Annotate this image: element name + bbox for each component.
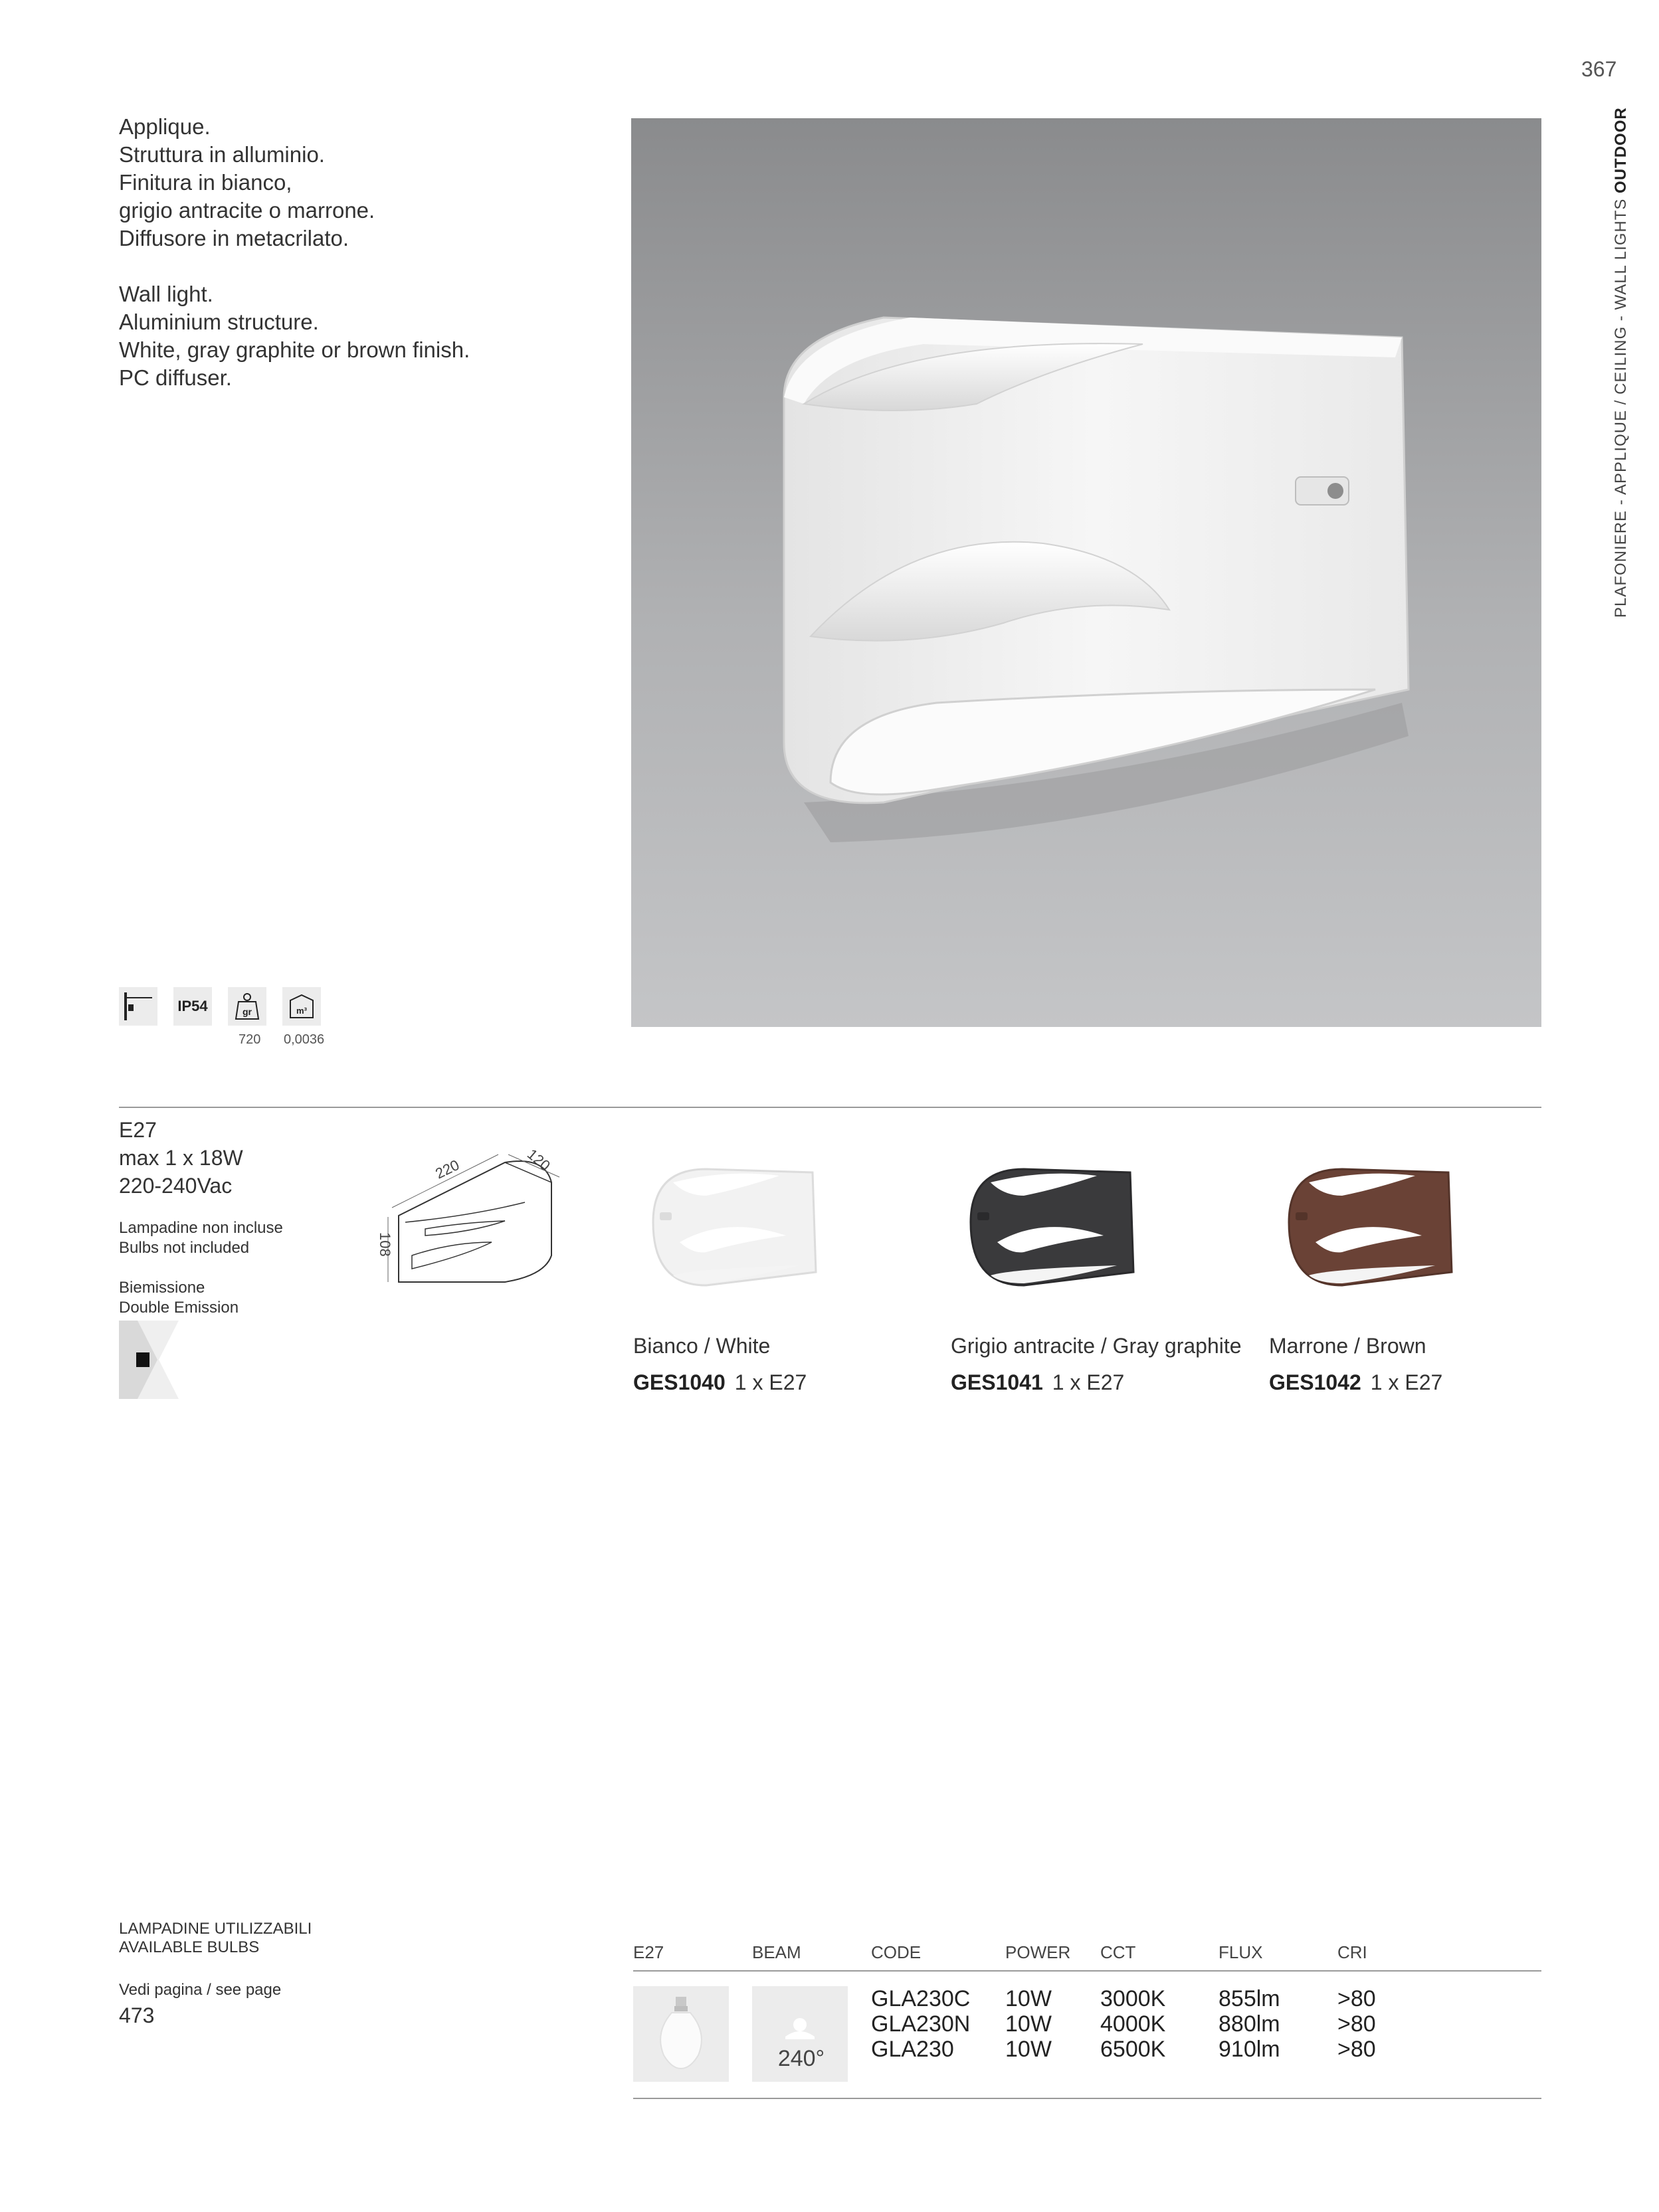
variant-gray-bulb: 1 x E27 <box>1052 1370 1125 1394</box>
variant-brown-code: GES1042 <box>1269 1370 1361 1394</box>
header-cct: CCT <box>1100 1942 1136 1962</box>
bulb-power-3: 10W <box>1005 2037 1052 2062</box>
bulb-flux-1: 855lm <box>1219 1986 1280 2011</box>
variant-brown-thumb <box>1269 1143 1468 1302</box>
variant-white <box>633 1143 945 1395</box>
variant-white-name: Bianco / White <box>633 1334 771 1358</box>
ip-rating-badge: IP54 <box>173 987 212 1026</box>
header-socket: E27 <box>633 1942 664 1962</box>
header-beam: BEAM <box>752 1942 801 1962</box>
bulb-cri-1: >80 <box>1337 1986 1376 2011</box>
emission-en: Double Emission <box>119 1299 239 1317</box>
spec-socket: E27 <box>119 1118 157 1142</box>
volume-icon <box>282 987 321 1026</box>
desc-en-3: White, gray graphite or brown finish. <box>119 337 470 362</box>
header-flux: FLUX <box>1219 1942 1263 1962</box>
dimension-drawing <box>372 1143 585 1302</box>
product-hero-image <box>631 118 1541 1027</box>
bulb-power-1: 10W <box>1005 1986 1052 2011</box>
variant-gray-code-line <box>951 1370 1263 1395</box>
bulb-cct-2: 4000K <box>1100 2011 1166 2037</box>
dimension-width: 220 <box>433 1156 462 1182</box>
desc-it-1: Applique. <box>119 114 211 139</box>
variant-gray-thumb <box>951 1143 1150 1302</box>
bulb-power-2: 10W <box>1005 2011 1052 2037</box>
header-cri: CRI <box>1337 1942 1367 1962</box>
bulb-flux-2: 880lm <box>1219 2011 1280 2037</box>
header-power: POWER <box>1005 1942 1071 1962</box>
spec-power: max 1 x 18W <box>119 1146 243 1170</box>
weight-value: 720 <box>239 1032 261 1047</box>
beam-image <box>752 1986 848 2082</box>
desc-it-5: Diffusore in metacrilato. <box>119 226 349 250</box>
weight-icon-label: gr <box>243 1006 252 1017</box>
bulb-cri-2: >80 <box>1337 2011 1376 2037</box>
beam-angle-value: 240° <box>777 2046 825 2071</box>
dimension-height: 108 <box>377 1232 393 1257</box>
bulb-cri-3: >80 <box>1337 2037 1376 2062</box>
spec-voltage: 220-240Vac <box>119 1174 233 1198</box>
bulbs-note-en: Bulbs not included <box>119 1239 250 1257</box>
variant-white-code-line <box>633 1370 945 1395</box>
section-side-label <box>1608 107 1634 618</box>
side-label-bold: OUTDOOR <box>1612 107 1630 193</box>
variant-gray-code: GES1041 <box>951 1370 1043 1394</box>
variant-brown-bulb: 1 x E27 <box>1370 1370 1443 1394</box>
product-description <box>119 113 597 392</box>
desc-en-4: PC diffuser. <box>119 365 232 390</box>
bulb-image <box>633 1986 729 2082</box>
dimension-depth: 120 <box>524 1145 553 1174</box>
bulb-powers <box>1005 1986 1052 2062</box>
desc-it-3: Finitura in bianco, <box>119 170 292 195</box>
variant-white-code: GES1040 <box>633 1370 726 1394</box>
see-page-label: Vedi pagina / see page <box>119 1981 282 1999</box>
bulb-code-1: GLA230C <box>871 1986 971 2011</box>
bulbs-note-it: Lampadine non incluse <box>119 1219 283 1237</box>
bulb-cris <box>1337 1986 1376 2062</box>
bulb-code-3: GLA230 <box>871 2037 954 2062</box>
bulbs-bottom-rule <box>633 2098 1541 2099</box>
electrical-spec <box>119 1116 243 1200</box>
desc-it-2: Struttura in alluminio. <box>119 142 325 167</box>
wall-mount-icon <box>119 987 157 1026</box>
bulbs-section-title <box>119 1920 312 1957</box>
variant-brown <box>1269 1143 1581 1395</box>
variant-white-bulb: 1 x E27 <box>734 1370 807 1394</box>
bulb-codes <box>871 1986 970 2062</box>
side-label-text: PLAFONIERE - APPLIQUE / CEILING - WALL LIGHTS <box>1612 198 1630 618</box>
section-divider <box>119 1107 1541 1108</box>
bulbs-title-en: AVAILABLE BULBS <box>119 1938 260 1956</box>
bulbs-header-rule <box>633 1970 1541 1972</box>
wall-light-illustration <box>631 118 1541 1027</box>
emission-it: Biemissione <box>119 1279 205 1297</box>
volume-icon-label: m³ <box>296 1006 307 1016</box>
bulbs-title-it: LAMPADINE UTILIZZABILI <box>119 1920 312 1938</box>
bulb-flux-3: 910lm <box>1219 2037 1280 2062</box>
see-page-number[interactable]: 473 <box>119 2003 155 2027</box>
header-code: CODE <box>871 1942 922 1962</box>
variant-brown-name: Marrone / Brown <box>1269 1334 1426 1358</box>
variant-gray-name: Grigio antracite / Gray graphite <box>951 1334 1242 1358</box>
beam-angle-icon <box>752 1986 848 2082</box>
weight-icon <box>228 987 266 1026</box>
bulb-cct-1: 3000K <box>1100 1986 1166 2011</box>
variant-brown-code-line <box>1269 1370 1581 1395</box>
bulb-cct-3: 6500K <box>1100 2037 1166 2062</box>
volume-value: 0,0036 <box>284 1032 325 1047</box>
bulb-code-2: GLA230N <box>871 2011 971 2037</box>
bulbs-note <box>119 1218 283 1258</box>
led-bulb-icon <box>633 1986 729 2082</box>
variant-gray-graphite <box>951 1143 1263 1395</box>
desc-en-2: Aluminium structure. <box>119 310 319 334</box>
bulb-ccts <box>1100 1986 1165 2062</box>
double-emission-icon <box>119 1321 197 1399</box>
emission-note <box>119 1278 239 1318</box>
page-number: 367 <box>1581 57 1617 81</box>
desc-it-4: grigio antracite o marrone. <box>119 198 375 223</box>
desc-en-1: Wall light. <box>119 282 213 306</box>
variant-white-thumb <box>633 1143 832 1302</box>
bulb-fluxes <box>1219 1986 1280 2062</box>
